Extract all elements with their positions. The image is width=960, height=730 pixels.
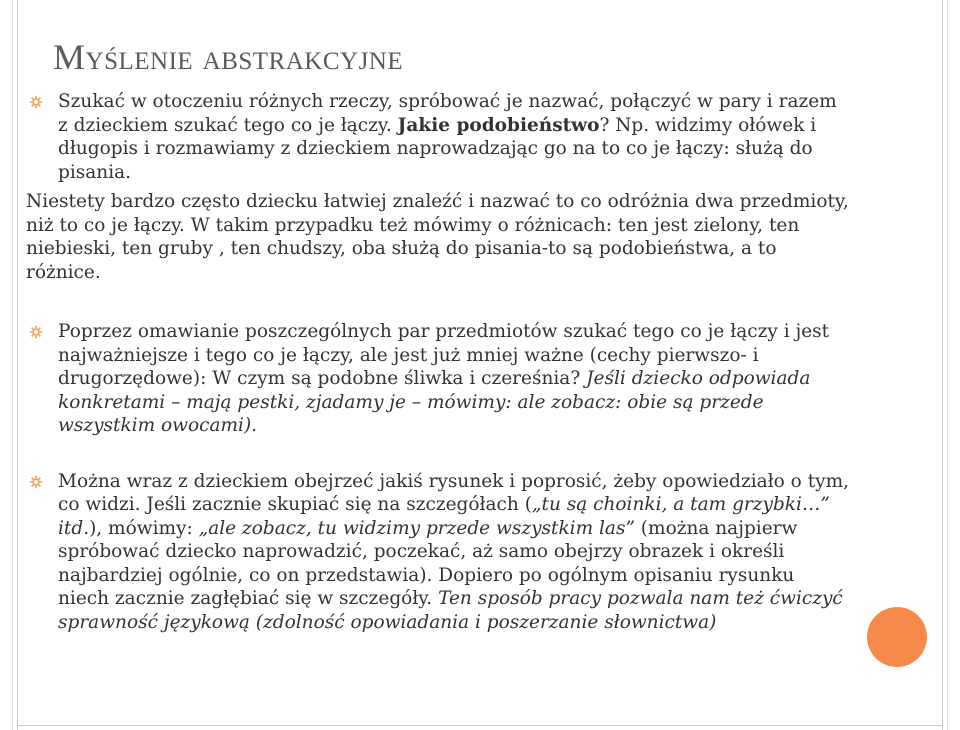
decorative-orange-circle xyxy=(867,607,927,667)
bullet-text-3: Można wraz z dzieckiem obejrzeć jakiś rysunek i poprosić, żeby opowiedziało o tym, co widzi. Jeśli zacznie skupiać się na szczegółach („tu są choinki, a tam grzybki…” itd.), mówimy: „ale zobacz, tu widzimy przede wszystkim las” (można najpierw spróbować dziecko naprowadzić, poczekać, aż samo obejrzy obrazek i określi najbardziej ogólnie, co on przedstawia). Dopiero po ogólnym opisaniu rysunku niech zacznie zagłębiać się w szczegóły. Ten sposób pracy pozwala nam też ćwiczyć sprawność językową (zdolność opowiadania i poszerzanie słownictwa) xyxy=(58,470,850,633)
sub-paragraph: Niestety bardzo często dziecku łatwiej znaleźć i nazwać to co odróżnia dwa przedmioty, niż to co je łączy. W takim przypadku też mówimy o różnicach: ten jest zielony, ten niebieski, ten gruby , ten chudszy, oba służą do pisania-to są podobieństwa, a to różnice. xyxy=(26,191,849,283)
bullet-item-1 xyxy=(24,90,850,184)
slide-content xyxy=(24,90,850,634)
bullet-text-2: Poprzez omawianie poszczególnych par przedmiotów szukać tego co je łączy i jest najważniejsze i tego co je łączy, ale jest już mniej ważne (cechy pierwszo- i drugorzędowe): W czym są podobne śliwka i czereśnia? Jeśli dziecko odpowiada konkretami – mają pestki, zjadamy je – mówimy: ale zobacz: obie są przede wszystkim owocami). xyxy=(58,321,830,436)
slide-frame-left xyxy=(0,0,18,730)
bullet-text-1: Szukać w otoczeniu różnych rzeczy, spróbować je nazwać, połączyć w pary i razem z dzieckiem szukać tego co je łączy. Jakie podobieństwo? Np. widzimy ołówek i długopis i rozmawiamy z dzieckiem naprowadzając go na to co je łączy: służą do pisania. xyxy=(58,91,837,183)
bullet-icon xyxy=(29,325,43,339)
bullet-icon xyxy=(29,95,43,109)
slide-title: Myślenie abstrakcyjne xyxy=(53,37,404,77)
bullet-item-2 xyxy=(24,320,850,438)
bullet-icon xyxy=(29,475,43,489)
bullet-item-3 xyxy=(24,470,850,635)
slide-frame-right xyxy=(942,0,960,730)
slide-frame-bottom xyxy=(18,725,942,726)
